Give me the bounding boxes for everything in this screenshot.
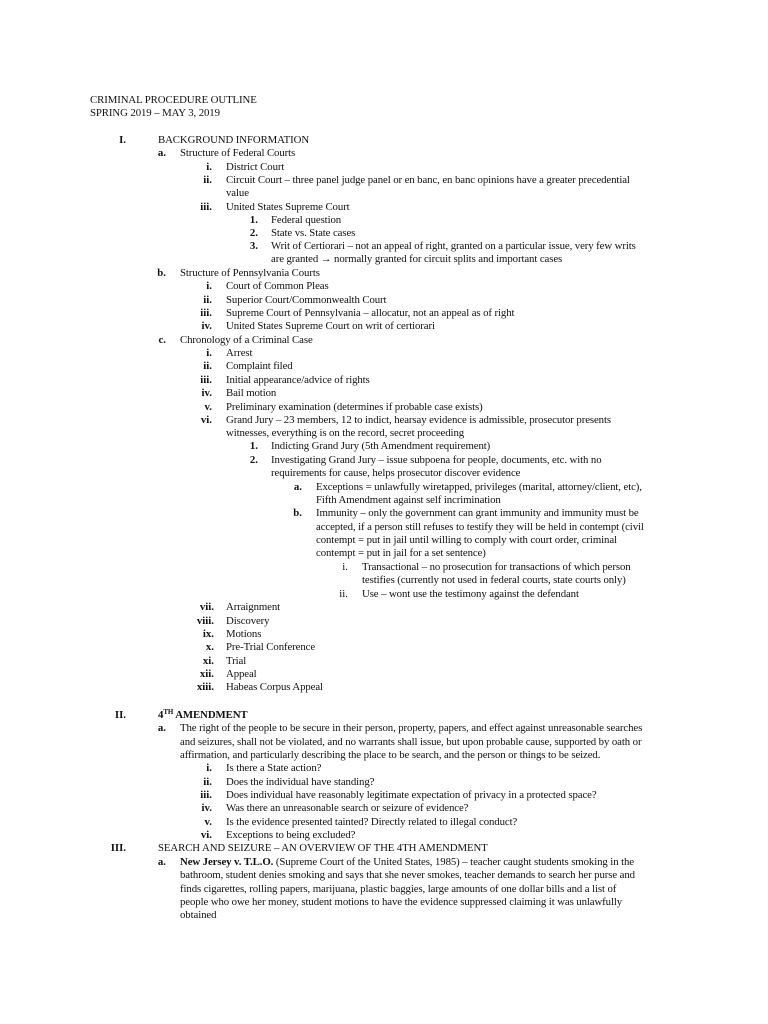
paragraph-line: bathroom, student denies smoking and says that she never smokes, teacher demands to search her purse and bbox=[180, 869, 635, 881]
list-item: Initial appearance/advice of rights bbox=[226, 374, 370, 386]
list-item-continuation: Fifth Amendment against self incrimination bbox=[316, 494, 501, 506]
list-marker: ii. bbox=[203, 294, 212, 306]
list-item-continuation: contempt = put in jail for a set sentence) bbox=[316, 547, 486, 559]
paragraph-line: finds cigarettes, rolling papers, marijuana, plastic baggies, large amounts of one dollar bills and a list of bbox=[180, 883, 617, 895]
list-item: State vs. State cases bbox=[271, 227, 356, 239]
section-marker: I. bbox=[119, 134, 126, 146]
list-item: Writ of Certiorari – not an appeal of right, granted on a particular issue, very few writs bbox=[271, 240, 636, 252]
paragraph-line: New Jersey v. T.L.O. (Supreme Court of the United States, 1985) – teacher caught students smoking in the bbox=[180, 856, 634, 868]
list-item: Pre-Trial Conference bbox=[226, 641, 316, 653]
list-item: Investigating Grand Jury – issue subpoena for people, documents, etc. with no bbox=[271, 454, 602, 466]
list-marker: 1. bbox=[249, 440, 258, 452]
list-item: Grand Jury – 23 members, 12 to indict, hearsay evidence is admissible, prosecutor presents bbox=[226, 414, 611, 426]
list-item: Exceptions to being excluded? bbox=[226, 829, 356, 841]
list-item: Circuit Court – three panel judge panel or en banc, en banc opinions have a greater precedential bbox=[226, 174, 630, 186]
list-marker: viii. bbox=[196, 615, 214, 627]
list-item: Superior Court/Commonwealth Court bbox=[226, 294, 387, 306]
paragraph-line: obtained bbox=[180, 909, 217, 921]
list-marker: vi. bbox=[200, 829, 212, 841]
list-item: Transactional – no prosecution for transactions of which person bbox=[362, 561, 631, 573]
paragraph-line: affirmation, and particularly describing the place to be search, and the person or things to be seized. bbox=[180, 749, 601, 761]
list-marker: b. bbox=[293, 507, 302, 519]
section-heading: 4TH AMENDMENT bbox=[158, 708, 248, 721]
subsection-heading: Structure of Pennsylvania Courts bbox=[180, 267, 320, 279]
list-item: Does individual have reasonably legitimate expectation of privacy in a protected space? bbox=[226, 789, 597, 801]
list-item: Habeas Corpus Appeal bbox=[226, 681, 323, 693]
paragraph-line: people who owe her money, student motions to have the evidence suppressed claiming it was unlawfully bbox=[180, 896, 623, 908]
list-item: Discovery bbox=[226, 615, 270, 627]
list-item: Complaint filed bbox=[226, 360, 293, 372]
list-marker: i. bbox=[342, 561, 348, 573]
list-item: Was there an unreasonable search or seizure of evidence? bbox=[226, 802, 469, 814]
paragraph-line: and seizures, shall not be violated, and no warrants shall issue, but upon probable cause, supported by oath or bbox=[180, 736, 642, 748]
list-marker: 2. bbox=[249, 454, 258, 466]
list-item: District Court bbox=[226, 161, 285, 173]
list-marker: iii. bbox=[200, 201, 212, 213]
list-marker: i. bbox=[206, 280, 212, 292]
list-item: Supreme Court of Pennsylvania – allocatur, not an appeal as of right bbox=[226, 307, 515, 319]
list-item: Court of Common Pleas bbox=[226, 280, 329, 292]
list-marker: ii. bbox=[203, 174, 212, 186]
list-marker: b. bbox=[157, 267, 166, 279]
list-item: Arrest bbox=[226, 347, 253, 359]
list-marker: ii. bbox=[203, 776, 212, 788]
list-marker: 2. bbox=[249, 227, 258, 239]
list-marker: iii. bbox=[200, 307, 212, 319]
section-marker: II. bbox=[114, 709, 126, 721]
list-marker: iv. bbox=[201, 320, 212, 332]
list-marker: iii. bbox=[200, 789, 212, 801]
list-item: Immunity – only the government can grant immunity and immunity must be bbox=[316, 507, 639, 519]
paragraph-line: The right of the people to be secure in their person, property, papers, and effect against unreasonable searches bbox=[180, 722, 643, 734]
document-subtitle: SPRING 2019 – MAY 3, 2019 bbox=[90, 107, 220, 119]
list-item: Trial bbox=[226, 655, 247, 667]
list-item: Bail motion bbox=[226, 387, 277, 399]
list-item-continuation: value bbox=[226, 187, 249, 199]
list-item: Is the evidence presented tainted? Directly related to illegal conduct? bbox=[226, 816, 518, 828]
list-marker: a. bbox=[293, 481, 302, 493]
list-marker: i. bbox=[206, 347, 212, 359]
list-marker: xii. bbox=[199, 668, 214, 680]
list-item-continuation: contempt = put in jail until willing to comply with court order, criminal bbox=[316, 534, 617, 546]
section-heading: BACKGROUND INFORMATION bbox=[158, 134, 310, 146]
list-marker: v. bbox=[204, 401, 212, 413]
list-item: United States Supreme Court on writ of certiorari bbox=[226, 320, 435, 332]
list-marker: vii. bbox=[199, 601, 214, 613]
subsection-heading: Chronology of a Criminal Case bbox=[180, 334, 313, 346]
list-item: Indicting Grand Jury (5th Amendment requirement) bbox=[271, 440, 491, 452]
list-marker: ii. bbox=[203, 360, 212, 372]
list-marker: iii. bbox=[200, 374, 212, 386]
list-marker: i. bbox=[206, 161, 212, 173]
list-item: Appeal bbox=[226, 668, 257, 680]
list-item: Is there a State action? bbox=[226, 762, 322, 774]
list-marker: xi. bbox=[202, 655, 214, 667]
list-item-continuation: witnesses, everything is on the record, secret proceeding bbox=[226, 427, 465, 439]
list-item-continuation: requirements for cause, helps prosecutor discover evidence bbox=[271, 467, 521, 479]
list-marker: a. bbox=[157, 856, 166, 868]
subsection-heading: Structure of Federal Courts bbox=[180, 147, 296, 159]
list-item-continuation: accepted, if a person still refuses to testify they will be held in contempt (civil bbox=[316, 521, 644, 533]
list-item: United States Supreme Court bbox=[226, 201, 350, 213]
list-item: Does the individual have standing? bbox=[226, 776, 375, 788]
list-marker: 1. bbox=[249, 214, 258, 226]
list-item: Motions bbox=[226, 628, 262, 640]
list-marker: xiii. bbox=[196, 681, 214, 693]
list-marker: 3. bbox=[249, 240, 258, 252]
list-marker: ii. bbox=[339, 588, 348, 600]
list-item: Preliminary examination (determines if probable case exists) bbox=[226, 401, 483, 413]
list-marker: iv. bbox=[201, 802, 212, 814]
list-item: Use – wont use the testimony against the defendant bbox=[362, 588, 579, 600]
list-item: Arraignment bbox=[226, 601, 281, 613]
list-marker: i. bbox=[206, 762, 212, 774]
list-item-continuation: testifies (currently not used in federal courts, state courts only) bbox=[362, 574, 626, 586]
case-name: New Jersey v. T.L.O. bbox=[180, 856, 274, 868]
section-heading: SEARCH AND SEIZURE – AN OVERVIEW OF THE 4TH AMENDMENT bbox=[158, 842, 488, 854]
list-marker: a. bbox=[157, 722, 166, 734]
document-title: CRIMINAL PROCEDURE OUTLINE bbox=[90, 94, 257, 106]
list-marker: v. bbox=[204, 816, 212, 828]
list-item: Exceptions = unlawfully wiretapped, privileges (marital, attorney/client, etc), bbox=[316, 481, 642, 493]
list-item: Federal question bbox=[271, 214, 342, 226]
list-marker: a. bbox=[157, 147, 166, 159]
section-marker: III. bbox=[110, 842, 126, 854]
list-marker: ix. bbox=[202, 628, 214, 640]
list-item-continuation: are granted → normally granted for circuit splits and important cases bbox=[271, 253, 563, 265]
list-marker: c. bbox=[158, 334, 166, 346]
list-marker: iv. bbox=[201, 387, 212, 399]
list-marker: x. bbox=[205, 641, 214, 653]
list-marker: vi. bbox=[200, 414, 212, 426]
